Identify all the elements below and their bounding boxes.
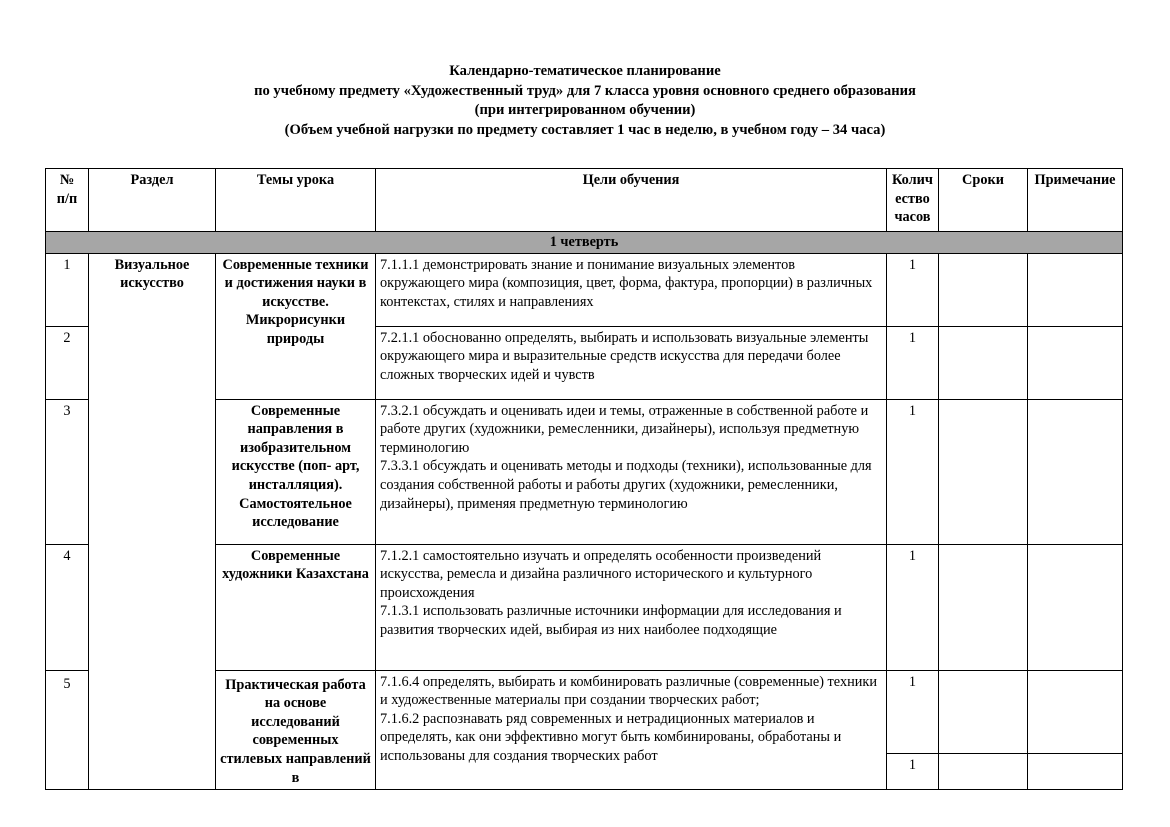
goals-cell xyxy=(376,326,887,399)
table-body xyxy=(46,232,1123,790)
row-number: 3 xyxy=(46,399,89,544)
hours-cell: 1 xyxy=(887,326,939,399)
hours-cell: 1 xyxy=(887,253,939,326)
goal-text: 7.1.3.1 использовать различные источники информации для исследования и развития творческих идей, выбирая из них наиболее подходящие xyxy=(380,603,842,638)
goals-cell xyxy=(376,670,887,790)
notes-cell xyxy=(1028,670,1123,754)
goal-text: 7.1.2.1 самостоятельно изучать и определять особенности произведений искусства, ремесла и дизайна различного исторического и культурного происхождения xyxy=(380,547,822,601)
hours-cell: 1 xyxy=(887,670,939,754)
goals-cell xyxy=(376,399,887,544)
title-line-1: Календарно-тематическое планирование xyxy=(449,63,721,79)
planning-table xyxy=(45,168,1123,790)
quarter-banner-label: 1 четверть xyxy=(46,232,1123,254)
hours-cell: 1 xyxy=(887,399,939,544)
goal-text: 7.3.3.1 обсуждать и оценивать методы и подходы (техники), использованные для создания собственной работы и работы других (художники, ремесленники, дизайнеры), применяя предметную терминологию xyxy=(380,458,872,512)
column-header-hours-line2: ество xyxy=(895,190,930,207)
goal-text: 7.1.6.4 определять, выбирать и комбинировать различные (современные) техники и художественные материалы при создании творческих работ; xyxy=(380,673,877,709)
quarter-banner-row xyxy=(46,232,1123,254)
column-header-hours-line3: часов xyxy=(894,209,931,226)
planning-table-container xyxy=(45,168,1122,790)
dates-cell xyxy=(939,253,1028,326)
theme-cell: Современные художники Казахстана xyxy=(216,544,376,670)
notes-cell xyxy=(1028,253,1123,326)
row-number: 2 xyxy=(46,326,89,399)
dates-cell xyxy=(939,754,1028,790)
column-header-dates: Сроки xyxy=(939,169,1028,232)
notes-cell xyxy=(1028,754,1123,790)
goals-cell xyxy=(376,544,887,670)
theme-cell: Современные направления в изобразительном искусстве (поп- арт, инсталляция). Самостоятельное исследование xyxy=(216,399,376,544)
column-header-number-line1: № xyxy=(59,172,75,188)
hours-cell-secondary: 1 xyxy=(887,754,939,790)
column-header-notes: Примечание xyxy=(1028,169,1123,232)
table-header xyxy=(46,169,1123,232)
column-header-hours xyxy=(887,169,939,232)
column-header-theme: Темы урока xyxy=(216,169,376,232)
column-header-number-line2: п/п xyxy=(56,190,78,207)
goal-text: 7.1.6.2 распознавать ряд современных и нетрадиционных материалов и определять, как они эффективно могут быть комбинированы, обработаны и использованы для создания творческих работ xyxy=(380,710,842,764)
goal-text: 7.1.1.1 демонстрировать знание и понимание визуальных элементов окружающего мира (композиция, цвет, форма, фактура, пропорции) в различных контекстах, стилях и направлениях xyxy=(380,256,873,310)
row-number: 4 xyxy=(46,544,89,670)
title-line-4: (Объем учебной нагрузки по предмету составляет 1 час в неделю, в учебном году – 34 часа) xyxy=(284,121,886,138)
title-line-2: по учебному предмету «Художественный труд» для 7 класса уровня основного среднего образования xyxy=(254,82,916,99)
section-cell: Визуальное искусство xyxy=(89,253,216,790)
goals-cell xyxy=(376,253,887,326)
row-number: 1 xyxy=(46,253,89,326)
hours-cell: 1 xyxy=(887,544,939,670)
table-row xyxy=(46,253,1123,326)
goal-text: 7.2.1.1 обоснованно определять, выбирать и использовать визуальные элементы окружающего мира и выразительные средств искусства для передачи более сложных творческих идей и чувств xyxy=(380,329,869,383)
page-title xyxy=(0,0,1170,140)
title-line-3: (при интегрированном обучении) xyxy=(474,102,696,118)
goal-text: 7.3.2.1 обсуждать и оценивать идеи и темы, отраженные в собственной работе и работе других (художники, ремесленники, дизайнеры), используя предметную терминологию xyxy=(380,402,869,456)
dates-cell xyxy=(939,670,1028,754)
theme-cell: Современные техники и достижения науки в искусстве. Микрорисунки природы xyxy=(216,253,376,399)
table-header-row xyxy=(46,169,1123,232)
dates-cell xyxy=(939,544,1028,670)
column-header-number xyxy=(46,169,89,232)
column-header-section: Раздел xyxy=(89,169,216,232)
notes-cell xyxy=(1028,399,1123,544)
notes-cell xyxy=(1028,544,1123,670)
column-header-hours-line1: Колич xyxy=(892,172,933,188)
row-number: 5 xyxy=(46,670,89,790)
notes-cell xyxy=(1028,326,1123,399)
theme-cell: Практическая работа на основе исследований современных стилевых направлений в xyxy=(216,670,376,790)
dates-cell xyxy=(939,399,1028,544)
dates-cell xyxy=(939,326,1028,399)
column-header-goals: Цели обучения xyxy=(376,169,887,232)
